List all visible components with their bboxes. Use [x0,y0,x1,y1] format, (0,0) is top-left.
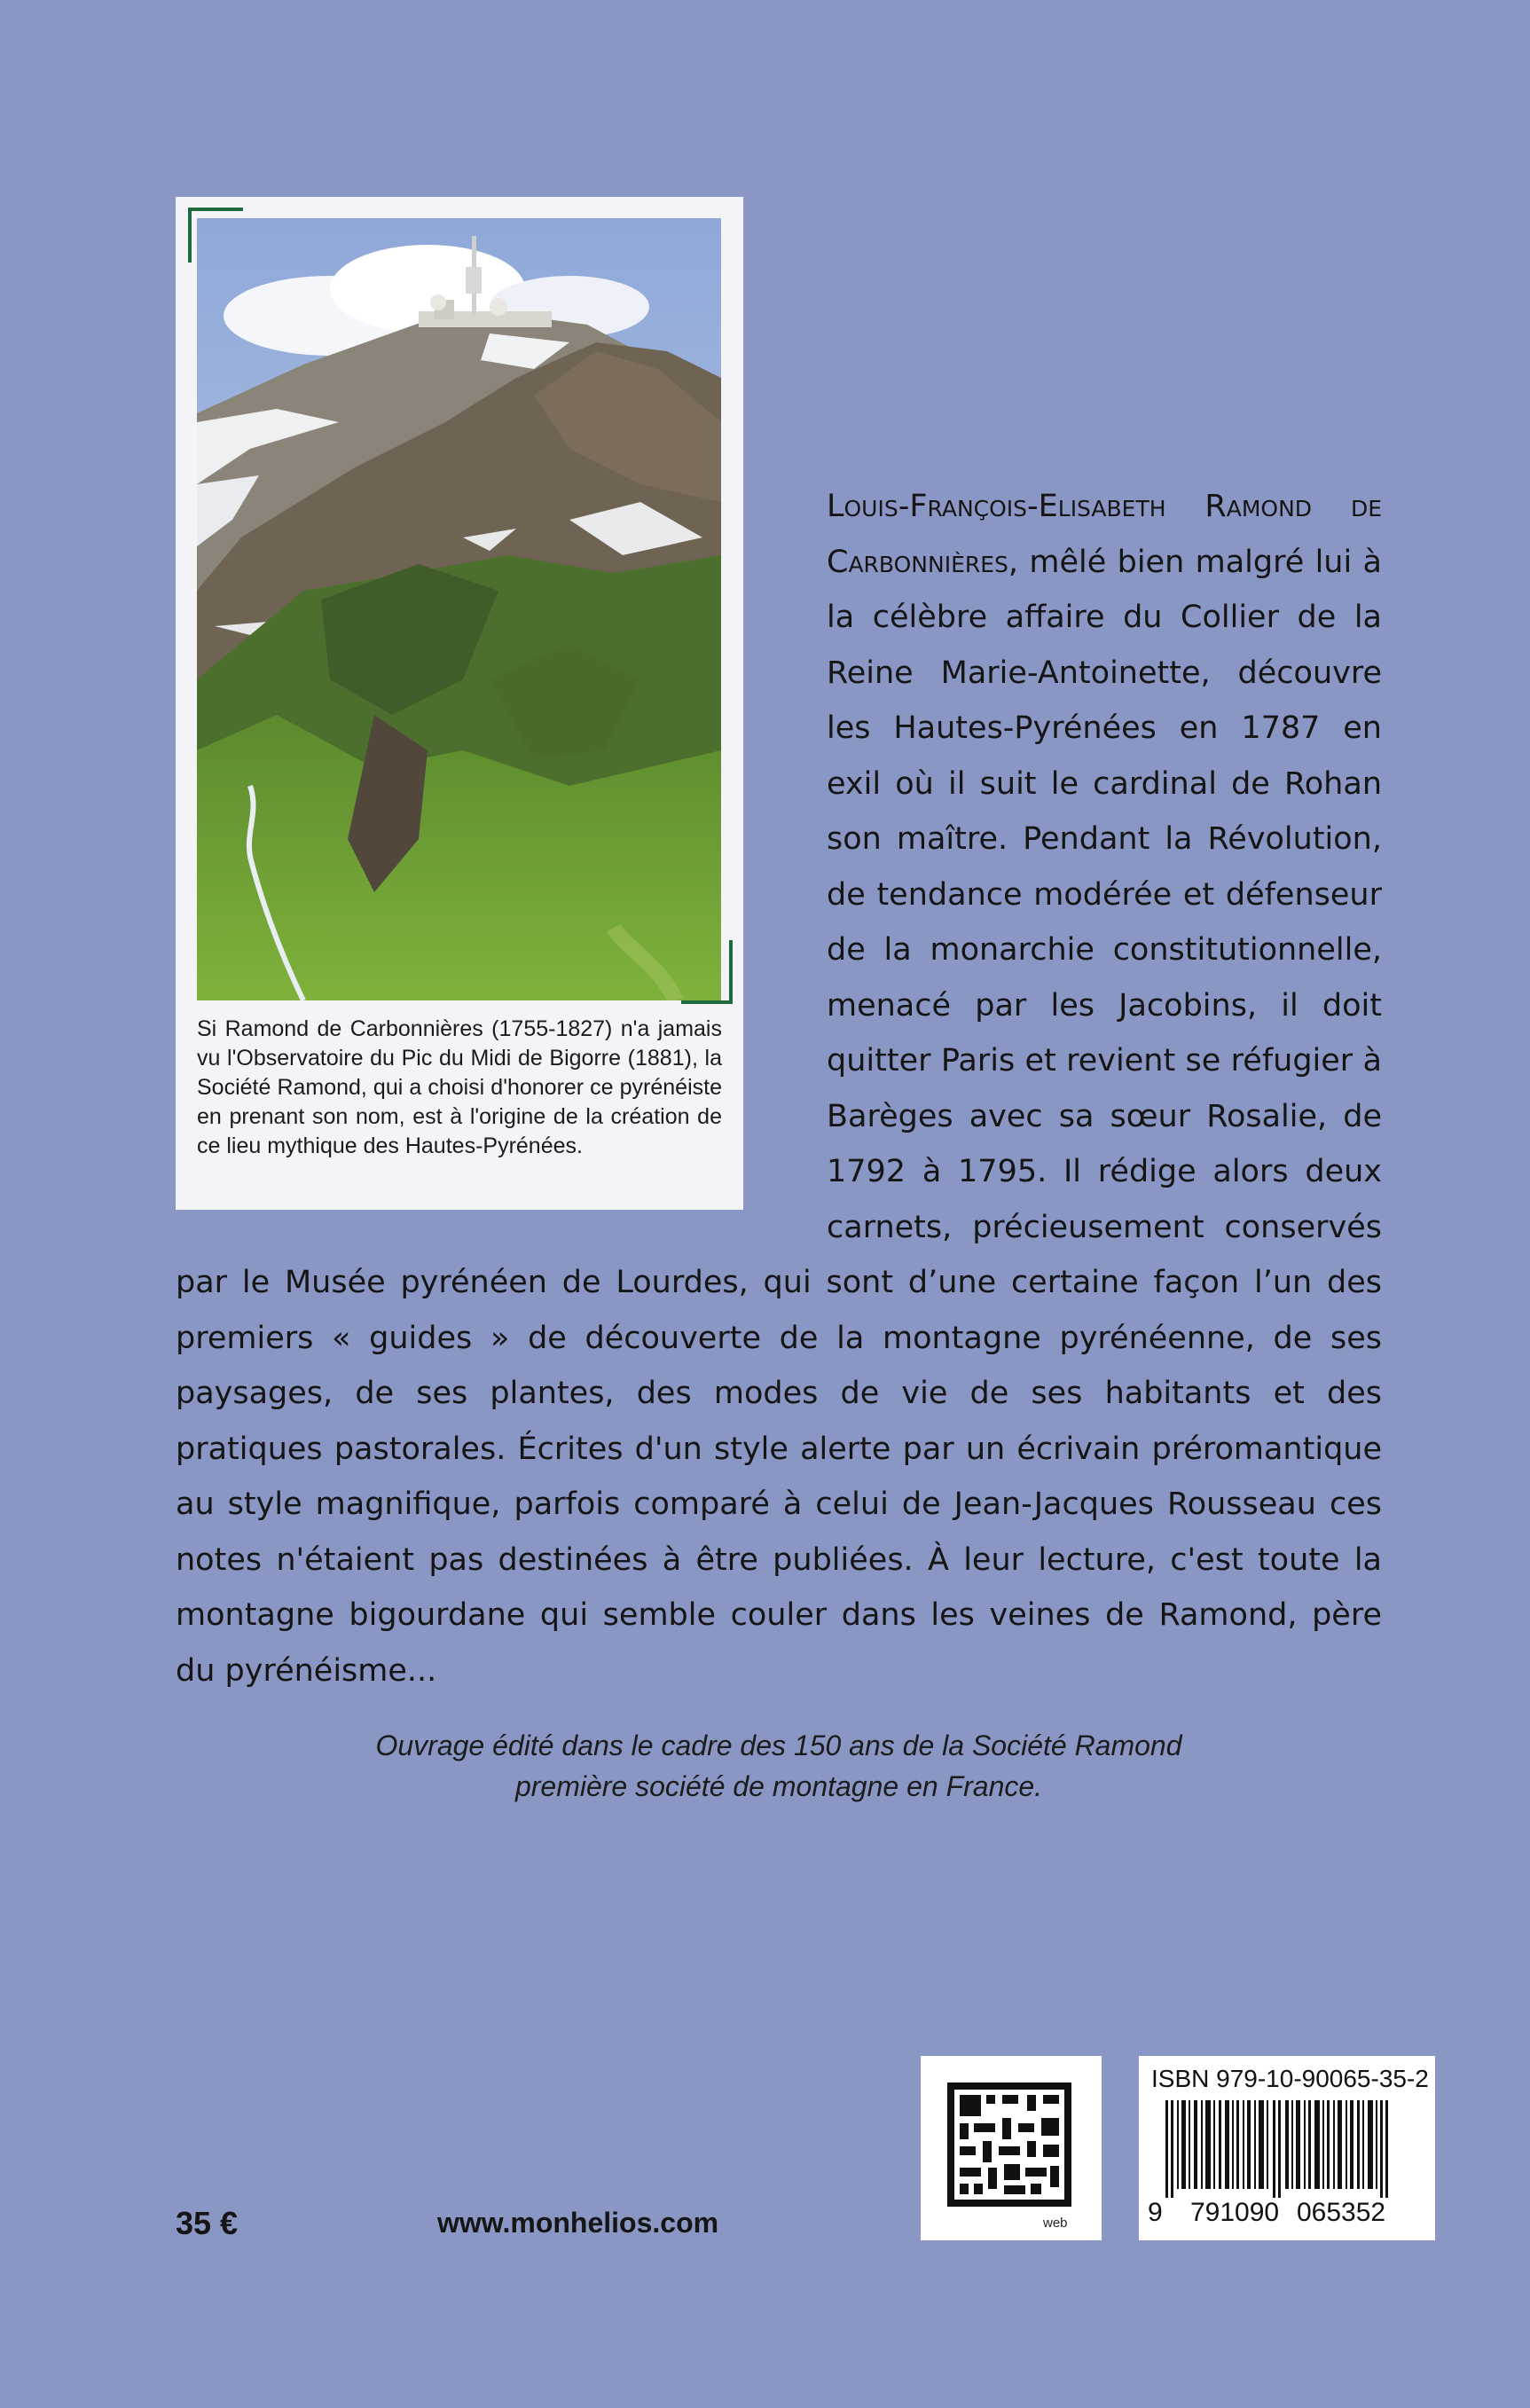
ean-barcode [1148,2100,1426,2198]
note-line-1: Ouvrage édité dans le cadre des 150 ans de la Société Ramond [375,1730,1182,1761]
ean-right-group: 065352 [1297,2198,1386,2227]
price: 35 € [176,2205,239,2241]
ean-first-digit: 9 [1148,2198,1163,2227]
anniversary-note [176,1725,1382,1807]
photo-caption: Si Ramond de Carbonnières (1755-1827) n'a jamais vu l'Observatoire du Pic du Midi de Bigorre (1881), la Société Ramond, qui a choisi d'honorer ce pyrénéiste en prenant son nom, est à l'origine de la création de ce lieu mythique des Hautes-Pyrénées. [197,1016,722,1158]
website-link[interactable]: www.monhelios.com [437,2207,719,2239]
corner-bracket-top-left [188,208,243,263]
qr-pattern [947,2082,1089,2216]
note-line-2: première société de montagne en France. [514,1770,1043,1802]
author-name: Louis-François-Elisabeth Ramond de Carbonnières [827,489,1382,580]
qr-code[interactable] [921,2056,1102,2240]
qr-label: web [1043,2216,1068,2231]
book-description [176,479,1382,1698]
isbn-barcode-block [1139,2056,1435,2240]
description-text: , mêlé bien malgré lui à la célèbre affaire du Collier de la Reine Marie-Antoinette, découvre les Hautes-Pyrénées en 1787 en exil où il suit le cardinal de Rohan son maître. Pendant la Révolution, de tendance modérée et défenseur de la monarchie constitutionnelle, menacé par les Jacobins, il doit quitter Paris et revient se réfugier à Barèges avec sa sœur Rosalie, de 1792 à 1795. Il rédige alors deux carnets, précieusement conservés par le Musée pyrénéen de Lourdes, qui sont d’une certaine façon l’un des premiers « guides » de découverte de la montagne pyrénéenne, de ses paysages, de ses plantes, des modes de vie de ses habitants et des pratiques pastorales. Écrites d'un style alerte par un écrivain préromantique au style magnifique, parfois comparé à celui de Jean-Jacques Rousseau ces notes n'étaient pas destinées à être publiées. À leur lecture, c'est toute la montagne bigourdane qui semble couler dans les veines de Ramond, père du pyrénéisme... [176,544,1382,1689]
ean-left-group: 791090 [1190,2198,1280,2227]
isbn-number: ISBN 979-10-90065-35-2 [1151,2065,1429,2092]
